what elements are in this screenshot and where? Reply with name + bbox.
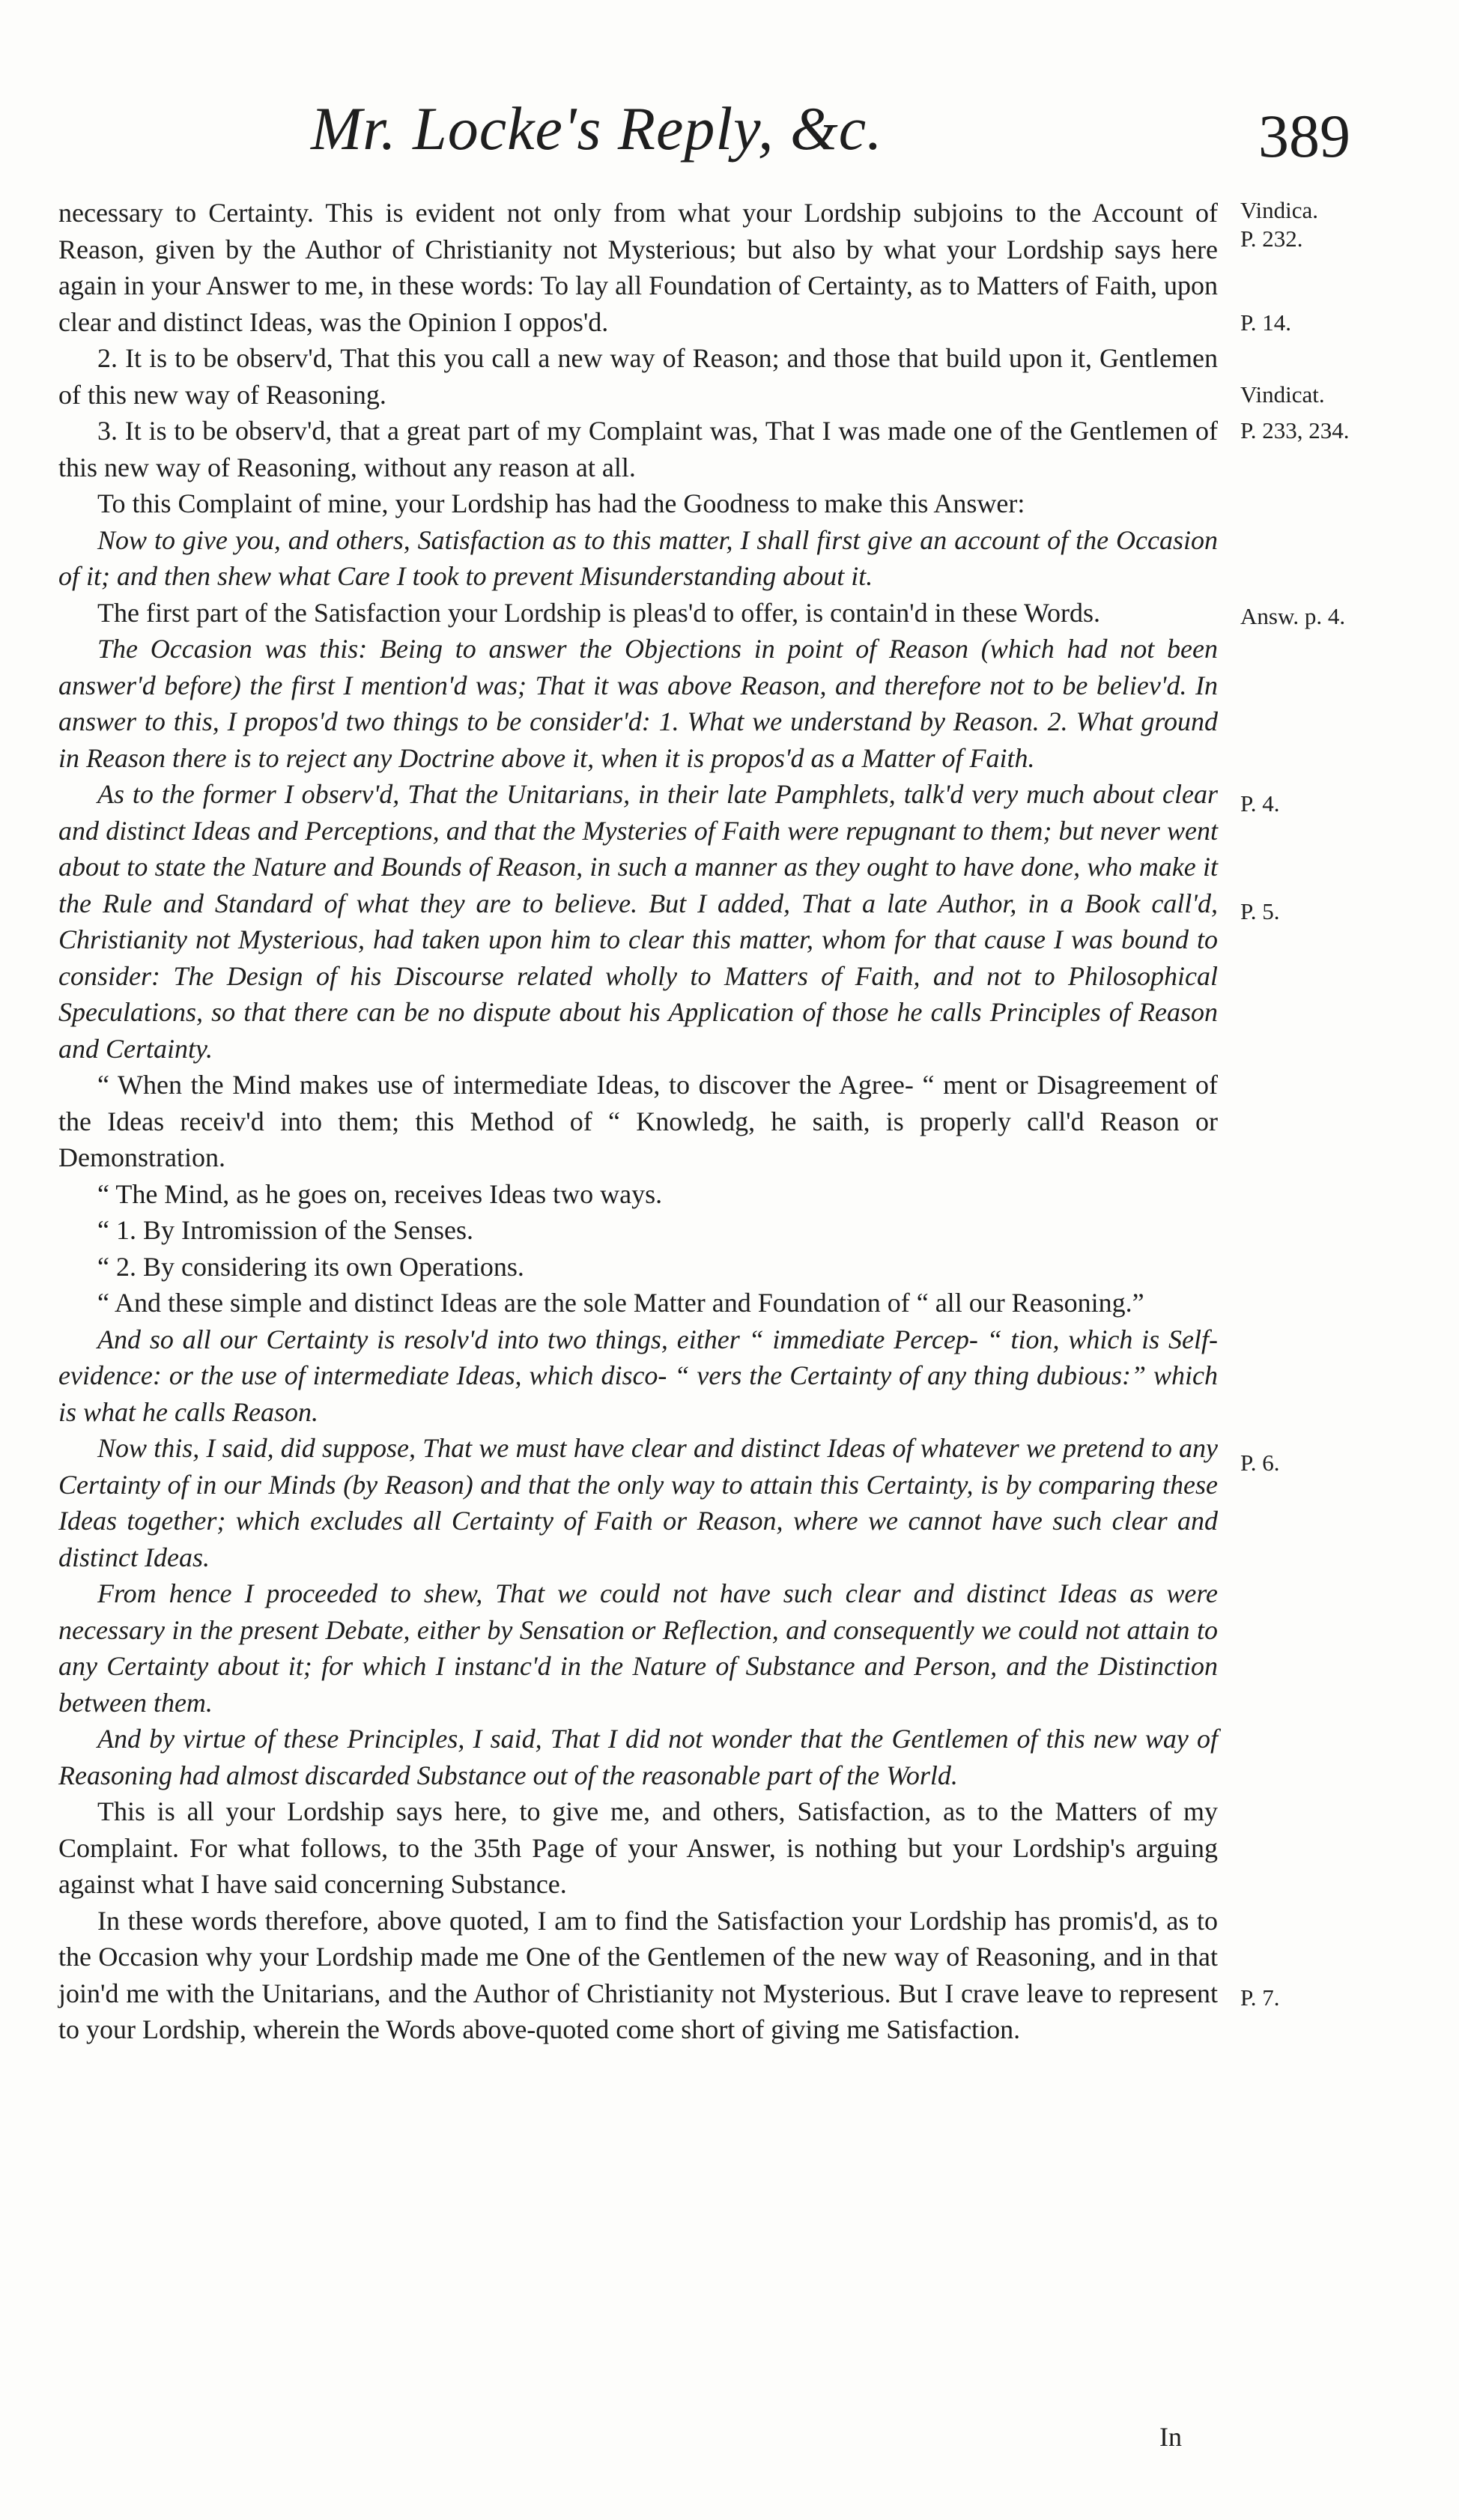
margin-note: P. 7. [1240,1984,1280,2011]
margin-note: P. 4. [1240,790,1280,817]
page-header [0,94,1459,191]
margin-note: P. 5. [1240,898,1280,924]
margin-note: P. 233, 234. [1240,417,1350,443]
quoted-paragraph: Now to give you, and others, Satisfaction as to this matter, I shall first give an account of the Occasion of it; and then shew what Care I took to prevent Misunderstanding about it. [58,524,1218,591]
catchword: In [1159,2422,1182,2452]
quoted-paragraph: As to the former I observ'd, That the Unitarians, in their late Pamphlets, talk'd very much about clear and distinct Ideas and Perceptions, and that the Mysteries of Faith were repugnant to them; but never went about to state the Nature and Bounds of Reason, in such a manner as they ought to have done, who make it the Rule and Standard of what they are to believe. But I added, That a late Author, in a Book call'd, Christianity not Mysterious, had taken upon him to clear this matter, whom for that cause I was bound to consider: The Design of his Discourse related wholly to Matters of Faith, and not to Philosophical Speculations, so that there can be no dispute about his Application of those he calls Principles of Reason and Certainty. [58,779,1218,1064]
page-number: 389 [1258,102,1350,170]
quoted-paragraph: From hence I proceeded to shew, That we could not have such clear and distinct Ideas as were necessary in the present Debate, either by Sensation or Reflection, and consequently we could not attain to any Certainty about it; for which I instanc'd in the Nature of Substance and Person, and the Distinction between them. [58,1578,1218,1718]
paragraph: 2. It is to be observ'd, That this you call a new way of Reason; and those that build upon it, Gentlemen of this new way of Reasoning. [58,343,1218,410]
margin-note: Vindicat. [1240,381,1325,408]
quoted-paragraph: And by virtue of these Principles, I said, That I did not wonder that the Gentlemen of this new way of Reasoning had almost discarded Substance out of the reasonable part of the World. [58,1724,1218,1790]
citation-paragraph: “ 2. By considering its own Operations. [97,1251,524,1282]
citation-paragraph: “ The Mind, as he goes on, receives Ideas two ways. [97,1178,663,1209]
margin-note: Answ. p. 4. [1240,603,1346,629]
margin-note: P. 6. [1240,1450,1280,1476]
paragraph: The first part of the Satisfaction your Lordship is pleas'd to offer, is contain'd in these Words. [97,597,1101,628]
quoted-paragraph: The Occasion was this: Being to answer the Objections in point of Reason (which had not been answer'd before) the first I mention'd was; That it was above Reason, and therefore not to be believ'd. In answer to this, I propos'd two things to be consider'd: 1. What we understand by Reason. 2. What ground in Reason there is to reject any Doctrine above it, when it is propos'd as a Matter of Faith. [58,634,1218,773]
body-text [58,195,1218,2048]
paragraph: necessary to Certainty. This is evident not only from what your Lordship subjoins to the Account of Reason, given by the Author of Christianity not Mysterious; but also by what your Lordship says here again in your Answer to me, in these words: To lay all Foundation of Certainty, as to Matters of Faith, upon clear and distinct Ideas, was the Opinion I oppos'd. [58,198,1218,337]
paragraph: This is all your Lordship says here, to give me, and others, Satisfaction, as to the Matters of my Complaint. For what follows, to the 35th Page of your Answer, is nothing but your Lordship's arguing against what I have said concerning Substance. [58,1796,1218,1899]
citation-paragraph: “ And these simple and distinct Ideas are the sole Matter and Foundation of “ all our Reasoning.” [97,1288,1144,1318]
paragraph: To this Complaint of mine, your Lordship has had the Goodness to make this Answer: [97,488,1025,518]
margin-note: Vindica. [1240,197,1319,223]
margin-note: P. 14. [1240,309,1292,336]
citation-paragraph: “ When the Mind makes use of intermediate Ideas, to discover the Agree- “ ment or Disagreement of the Ideas receiv'd into them; this Method of “ Knowledg, he saith, is properly call'd Reason or Demonstration. [58,1070,1218,1172]
quoted-paragraph: Now this, I said, did suppose, That we must have clear and distinct Ideas of whatever we pretend to any Certainty of in our Minds (by Reason) and that the only way to attain this Certainty, is by comparing these Ideas together; which excludes all Certainty of Faith or Reason, where we cannot have such clear and distinct Ideas. [58,1433,1218,1572]
paragraph: 3. It is to be observ'd, that a great part of my Complaint was, That I was made one of the Gentlemen of this new way of Reasoning, without any reason at all. [58,416,1218,482]
running-title: Mr. Locke's Reply, &c. [311,94,883,163]
citation-paragraph: “ 1. By Intromission of the Senses. [97,1215,473,1245]
margin-note: P. 232. [1240,225,1303,252]
paragraph: In these words therefore, above quoted, I am to find the Satisfaction your Lordship has promis'd, as to the Occasion why your Lordship made me One of the Gentlemen of the new way of Reasoning, and in that join'd me with the Unitarians, and the Author of Christianity not Mysterious. But I crave leave to represent to your Lordship, wherein the Words above-quoted come short of giving me Satisfaction. [58,1905,1218,2044]
quoted-paragraph: And so all our Certainty is resolv'd into two things, either “ immediate Percep- “ tion, which is Self-evidence: or the use of intermediate Ideas, which disco- “ vers the Certainty of any thing dubious:” which is what he calls Reason. [58,1324,1218,1427]
